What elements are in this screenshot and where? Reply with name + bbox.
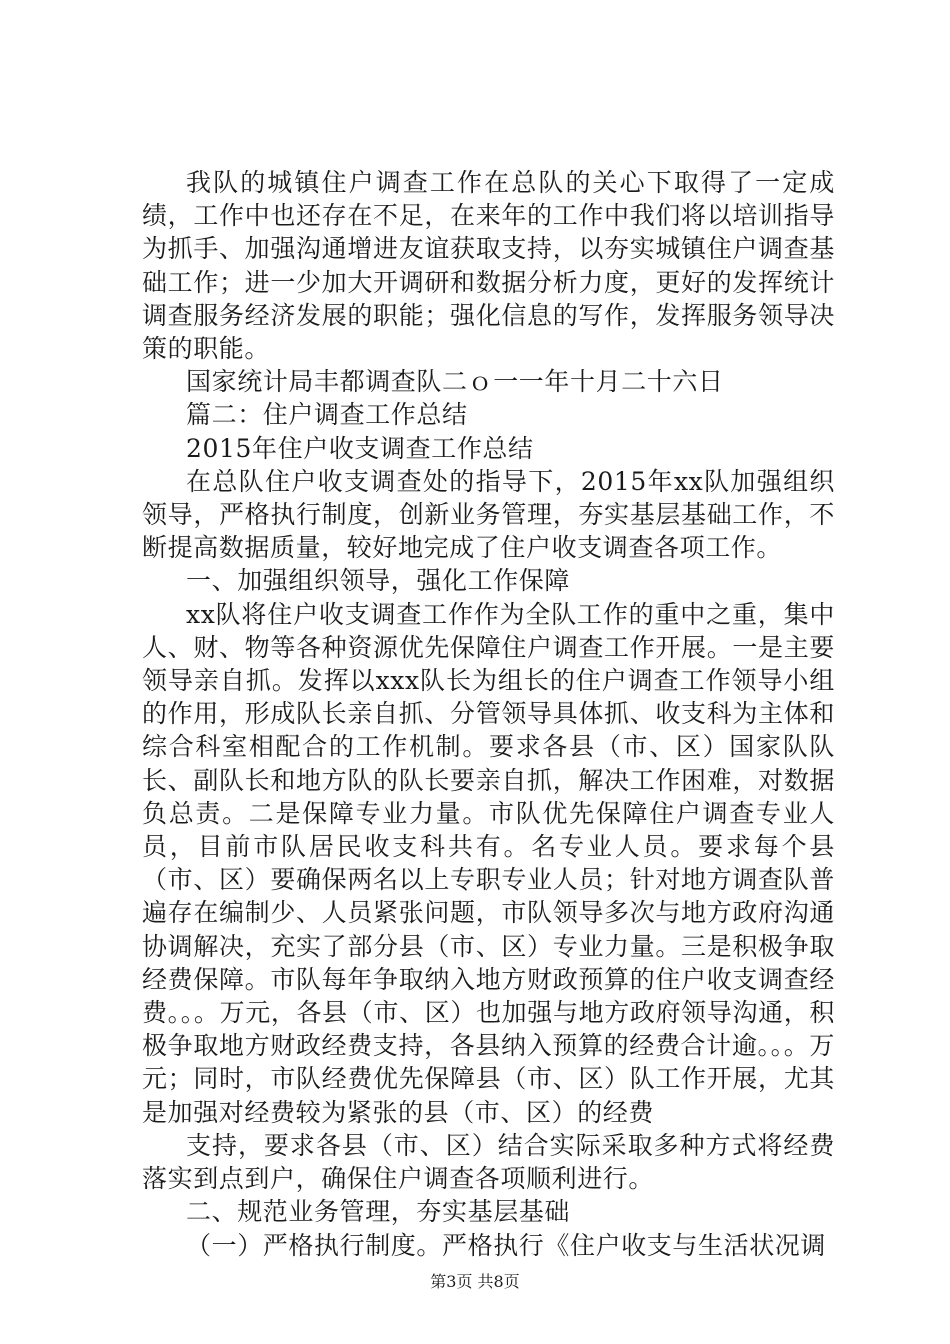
document-body [142, 166, 835, 1262]
section-heading-part-two: 篇二：住户调查工作总结 [186, 400, 468, 430]
page-number-footer: 第3页 共8页 [430, 1272, 520, 1291]
section-heading-two: 二、规范业务管理，夯实基层基础 [186, 1197, 571, 1227]
paragraph-signature: 国家统计局丰都调查队二ｏ一一年十月二十六日 [186, 367, 724, 397]
paragraph-organization: xx队将住户收支调查工作作为全队工作的重中之重，集中人、财、物等各种资源优先保障住户调查工作开展。一是主要领导亲自抓。发挥以xxx队长为组长的住户调查工作领导小组的作用，形成队长亲自抓、分管领导具体抓、收支科为主体和综合科室相配合的工作机制。要求各县（市、区）国家队队长、副队长和地方队的队长要亲自抓，解决工作困难，对数据负总责。二是保障专业力量。市队优先保障住户调查专业人员，目前市队居民收支科共有。名专业人员。要求每个县（市、区）要确保两名以上专职专业人员；针对地方调查队普遍存在编制少、人员紧张问题，市队领导多次与地方政府沟通协调解决，充实了部分县（市、区）专业力量。三是积极争取经费保障。市队每年争取纳入地方财政预算的住户收支调查经费。。。万元，各县（市、区）也加强与地方政府领导沟通，积极争取地方财政经费支持，各县纳入预算的经费合计逾。。。万元；同时，市队经费优先保障县（市、区）队工作开展，尤其是加强对经费较为紧张的县（市、区）的经费 [142, 599, 835, 1127]
paragraph-conclusion: 我队的城镇住户调查工作在总队的关心下取得了一定成绩，工作中也还存在不足，在来年的工作中我们将以培训指导为抓手、加强沟通增进友谊获取支持，以夯实城镇住户调查基础工作；进一少加大开调研和数据分析力度，更好的发挥统计调查服务经济发展的职能；强化信息的写作，发挥服务领导决策的职能。 [142, 168, 835, 364]
section-heading-one: 一、加强组织领导，强化工作保障 [186, 566, 571, 596]
document-title: 2015年住户收支调查工作总结 [186, 433, 534, 463]
paragraph-funding-support: 支持，要求各县（市、区）结合实际采取多种方式将经费落实到点到户，确保住户调查各项顺利进行。 [142, 1130, 835, 1194]
paragraph-intro: 在总队住户收支调查处的指导下，2015年xx队加强组织领导，严格执行制度，创新业务管理，夯实基层基础工作，不断提高数据质量，较好地完成了住户收支调查各项工作。 [142, 466, 835, 563]
subsection-heading-one: （一）严格执行制度。严格执行《住户收支与生活状况调 [186, 1230, 827, 1260]
